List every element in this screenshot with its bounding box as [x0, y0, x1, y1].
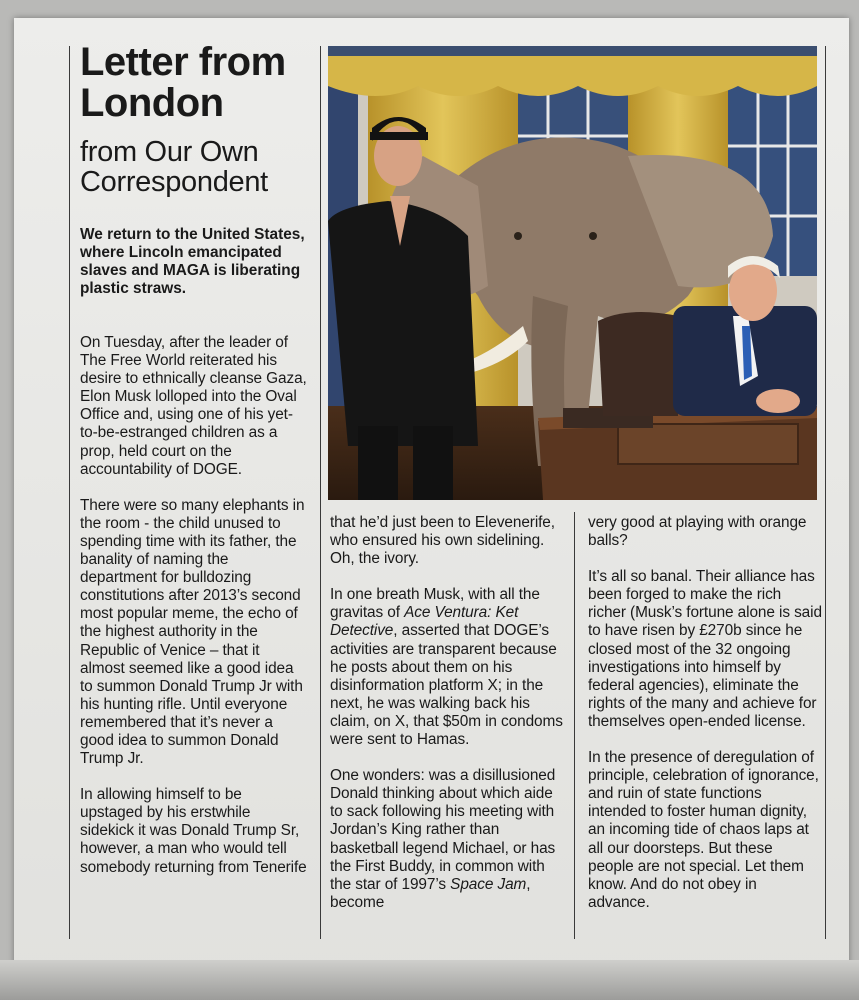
column-rule-1 [320, 46, 321, 939]
column-rule-2 [574, 512, 575, 939]
desk [538, 406, 817, 500]
paragraph-6 [330, 767, 566, 912]
paragraph-2: There were so many elephants in the room - the child unused to spending time with its father, the banality of naming the department for bulldozing constitutions after 2013’s second most popular meme, the echo of the highest authority in the Republic of Venice – that it almost seemed like a good idea to summon Donald Trump Jr with his hunting rifle. Until everyone remembered that it’s never a good idea to summon Donald Trump Jr. [80, 496, 305, 768]
paragraph-8: It’s all so banal. Their alliance has been forged to make the rich richer (Musk’s fortune alone is said to have risen by £270b since he closed most of the 32 ongoing investigations into himself by federal agencies), eliminate the rights of the many and achieve for themselves open-ended license. [588, 568, 822, 730]
page-edge [0, 960, 859, 1000]
paragraph-1: On Tuesday, after the leader of The Free World reiterated his desire to ethnically cleanse Gaza, Elon Musk lolloped into the Oval Office and, using one of his yet-to-be-estranged children as a prop, held court on the accountability of DOGE. [80, 334, 307, 478]
article-photo [328, 46, 817, 500]
paragraph-5-part-b: , asserted that DOGE’s activities are transparent because he posts about them on his disinformation platform X; in the next, he was walking back his claim, on X, that $50m in condoms were sent to Hamas. [330, 622, 563, 749]
paragraph-6-part-b: , become [330, 875, 531, 911]
column-2 [330, 514, 566, 930]
film-title-ace-ventura: Ace Ventura: Ket Detective [330, 604, 519, 640]
chair [598, 312, 678, 416]
paragraph-5 [330, 586, 566, 749]
film-title-space-jam: Space Jam [450, 875, 527, 893]
column-rule-left [69, 46, 70, 939]
paragraph-7: very good at playing with orange balls? [588, 514, 807, 550]
oval-office-illustration [328, 46, 817, 500]
column-1 [80, 334, 308, 895]
paragraph-4: that he’d just been to Elevenerife, who ensured his own sidelining. Oh, the ivory. [330, 514, 555, 568]
paragraph-6-part-a: One wonders: was a disillusioned Donald thinking about which aide to sack following his meeting with Jordan’s King rather than basketball legend Michael, or has the First Buddy, in common with the star of 1997’s [330, 767, 556, 893]
paragraph-9: In the presence of deregulation of principle, celebration of ignorance, and ruin of state functions intended to foster human dignity, an incoming tide of chaos laps at all our doorsteps. But these people are not special. Let them know. And do not obey in advance. [588, 749, 819, 911]
paragraph-5-part-a: In one breath Musk, with all the gravitas of [330, 586, 540, 622]
column-3 [588, 514, 822, 930]
byline: from Our Own Correspondent [80, 136, 268, 198]
standfirst: We return to the United States, where Lincoln emancipated slaves and MAGA is liberating plastic straws. [80, 226, 305, 298]
headline: Letter from London [80, 40, 286, 125]
column-rule-right [825, 46, 826, 939]
paragraph-3: In allowing himself to be upstaged by his erstwhile sidekick it was Donald Trump Sr, however, a man who would tell somebody returning from Tenerife [80, 786, 307, 876]
